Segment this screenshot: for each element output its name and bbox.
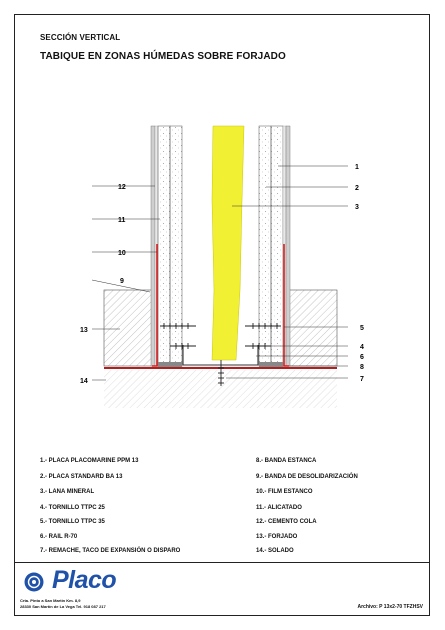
callout-5: 5 (360, 325, 364, 332)
legend-item: 9.- BANDA DE DESOLIDARIZACIÓN (256, 474, 358, 480)
address-line-1: Crta. Pinto a San Martín Km. 8,9 (20, 598, 81, 603)
callout-14: 14 (80, 378, 88, 385)
slab-right (289, 290, 337, 366)
board-left-inner (170, 126, 182, 366)
legend-item: 13.- FORJADO (256, 534, 298, 540)
callout-3: 3 (355, 204, 359, 211)
legend-item: 4.- TORNILLO TTPC 25 (40, 505, 105, 511)
legend-item: 3.- LANA MINERAL (40, 489, 95, 495)
callout-13: 13 (80, 327, 88, 334)
callout-10: 10 (118, 250, 126, 257)
callout-12: 12 (118, 184, 126, 191)
legend-item: 11.- ALICATADO (256, 505, 302, 511)
tile-right (286, 126, 290, 366)
brand-logo: Placo (52, 566, 117, 594)
placo-logo-icon (21, 571, 47, 593)
address-line-2: 28330 San Martín de La Vega Tel. 918 087 217 (20, 604, 106, 609)
sealing-strip-right (259, 362, 283, 367)
legend-item: 12.- CEMENTO COLA (256, 519, 317, 525)
tile-left (151, 126, 155, 366)
legend-item: 2.- PLACA STANDARD BA 13 (40, 474, 123, 480)
callout-9: 9 (120, 278, 124, 285)
callout-6: 6 (360, 354, 364, 361)
callout-1: 1 (355, 164, 359, 171)
callout-7: 7 (360, 376, 364, 383)
callout-8: 8 (360, 364, 364, 371)
callout-2: 2 (355, 185, 359, 192)
archive-reference: Archivo: P 13x2-70 TFZHSV (357, 604, 423, 610)
substrate (104, 370, 337, 408)
legend-item: 1.- PLACA PLACOMARINE PPM 13 (40, 458, 139, 464)
drawing-title: TABIQUE EN ZONAS HÚMEDAS SOBRE FORJADO (40, 51, 286, 62)
board-right-outer (271, 126, 283, 366)
legend-item: 8.- BANDA ESTANCA (256, 458, 317, 464)
board-right-inner (259, 126, 271, 366)
callout-11: 11 (118, 217, 126, 224)
legend-item: 14.- SOLADO (256, 548, 294, 554)
board-left-outer (158, 126, 170, 366)
legend-item: 5.- TORNILLO TTPC 35 (40, 519, 105, 525)
callout-4: 4 (360, 344, 364, 351)
footer-divider (14, 562, 430, 563)
sealing-strip-left (158, 362, 182, 367)
slab-left (104, 290, 152, 366)
legend-item: 7.- REMACHE, TACO DE EXPANSIÓN O DISPARO (40, 548, 181, 554)
section-label: SECCIÓN VERTICAL (40, 33, 121, 42)
legend-item: 6.- RAIL R-70 (40, 534, 78, 540)
mineral-wool (212, 126, 244, 360)
legend-item: 10.- FILM ESTANCO (256, 489, 313, 495)
